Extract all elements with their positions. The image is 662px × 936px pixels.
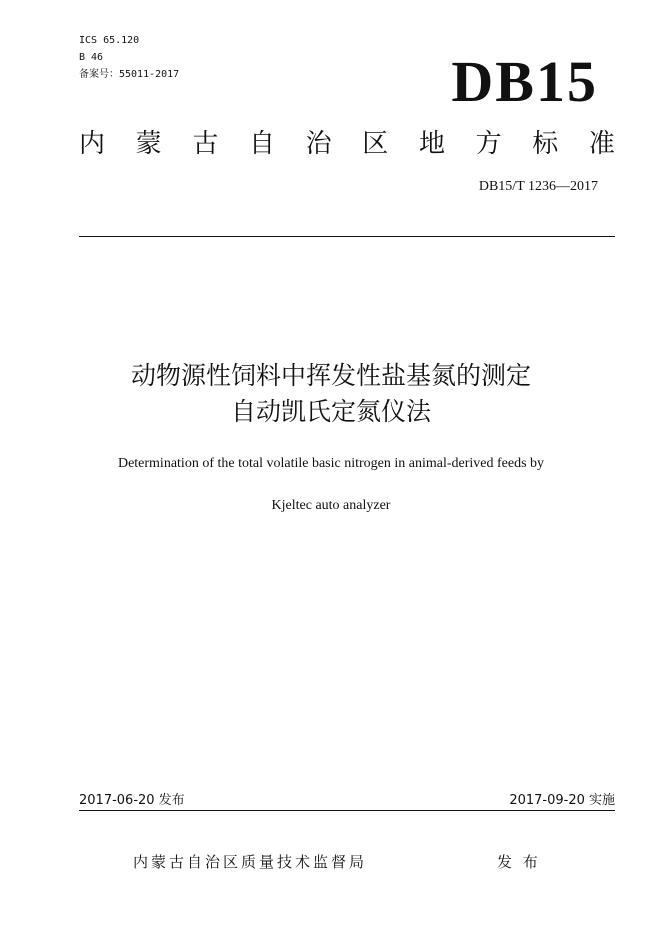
authority-char: 标 <box>532 129 559 159</box>
authority-char: 准 <box>588 129 615 159</box>
ics-number: ICS 65.120 <box>79 35 140 46</box>
authority-char: 方 <box>475 129 502 159</box>
implement-date: 2017-09-20 实施 <box>509 793 615 808</box>
authority-char: 治 <box>305 129 332 159</box>
authority-char: 内 <box>79 129 106 159</box>
ccs-number: B 46 <box>79 52 104 63</box>
filing-number: 备案号：55011-2017 <box>79 69 180 80</box>
chinese-title-line-2: 自动凯氏定氮仪法 <box>230 397 431 426</box>
authority-char: 古 <box>192 129 219 159</box>
issuing-authority: 内蒙古自治区质量技术监督局 <box>133 853 368 871</box>
authority-char: 地 <box>418 129 445 159</box>
chinese-title-line-1: 动物源性饲料中挥发性盐基氮的测定 <box>130 361 531 390</box>
authority-char: 自 <box>248 129 275 159</box>
authority-name <box>79 128 615 160</box>
footer-divider <box>79 810 615 811</box>
issue-label: 发 布 <box>497 853 541 871</box>
db15-logo: DB15 <box>451 49 598 114</box>
english-title-line-2: Kjeltec auto analyzer <box>271 498 391 513</box>
standard-code: DB15/T 1236—2017 <box>478 179 598 194</box>
publish-date: 2017-06-20 发布 <box>79 793 185 808</box>
header-divider <box>79 236 615 237</box>
english-title-line-1: Determination of the total volatile basic nitrogen in animal-derived feeds by <box>117 456 545 471</box>
authority-char: 区 <box>362 129 389 159</box>
authority-char: 蒙 <box>135 129 162 159</box>
